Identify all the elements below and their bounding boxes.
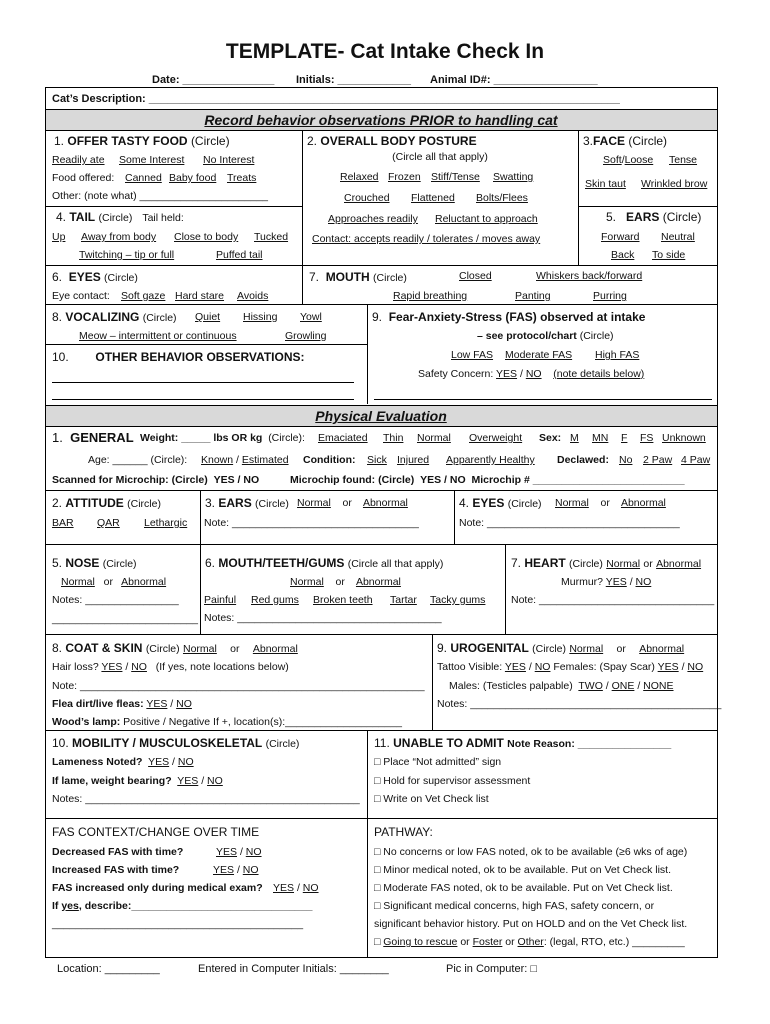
weight-option[interactable]: Thin <box>383 432 404 444</box>
posture-option[interactable]: Reluctant to approach <box>435 213 538 225</box>
divider <box>45 730 717 731</box>
pathway-checkbox[interactable]: □ Significant medical concerns, high FAS, safety concern, or <box>374 900 655 912</box>
coat-title: 8. COAT & SKIN (Circle) Normal or Abnormal <box>52 641 298 655</box>
tail-option[interactable]: Tucked <box>254 231 289 243</box>
divider <box>45 634 717 635</box>
mouth-option[interactable]: Broken teeth <box>313 594 373 606</box>
uro-title: 9. UROGENITAL (Circle) Normal or Abnormal <box>437 641 685 655</box>
face-option[interactable]: Wrinkled brow <box>641 178 708 190</box>
woods-lamp-field[interactable]: Wood’s lamp: Positive / Negative If +, location(s):____________________ <box>52 716 402 728</box>
posture-option[interactable]: Frozen <box>388 171 421 183</box>
general-title: 1. GENERAL <box>52 430 134 445</box>
fas-protocol: – see protocol/chart (Circle) <box>477 330 614 342</box>
posture-option[interactable]: Stiff/Tense <box>431 171 480 183</box>
ears-behavior-title: 5. EARS (Circle) <box>606 210 702 224</box>
offer-food-title: 1. OFFER TASTY FOOD (Circle) <box>54 134 230 148</box>
unable-checkbox[interactable]: □ Write on Vet Check list <box>374 793 489 805</box>
attitude-option[interactable]: BAR <box>52 517 74 529</box>
posture-circle: (Circle all that apply) <box>392 151 488 163</box>
mouth-exam-title: 6. MOUTH/TEETH/GUMS (Circle all that apply) <box>205 556 444 570</box>
fas-level-option[interactable]: Moderate FAS <box>505 349 573 361</box>
posture-option[interactable]: Relaxed <box>340 171 379 183</box>
page-title: TEMPLATE- Cat Intake Check In <box>225 40 545 63</box>
fas-level-option[interactable]: High FAS <box>595 349 640 361</box>
hair-loss-option[interactable]: Hair loss? YES / NO (If yes, note locations below) <box>52 661 289 673</box>
pathway-checkbox[interactable]: □ No concerns or low FAS noted, ok to be available (≥6 wks of age) <box>374 846 688 858</box>
pathway-checkbox[interactable]: □ Going to rescue or Foster or Other: (legal, RTO, etc.) _________ <box>374 936 685 948</box>
lameness-option[interactable]: Lameness Noted? YES / NO <box>52 756 194 768</box>
divider <box>45 304 717 305</box>
heart-title: 7. HEART (Circle) Normal or Abnormal <box>511 556 702 570</box>
right-border <box>717 87 718 958</box>
sex-option[interactable]: Unknown <box>662 432 706 444</box>
posture-option[interactable]: Flattened <box>411 192 455 204</box>
males-option[interactable]: Males: (Testicles palpable) TWO / ONE / NONE <box>449 680 674 692</box>
divider <box>45 818 717 819</box>
physical-heading: Physical Evaluation <box>45 405 717 427</box>
fas-context-title: FAS CONTEXT/CHANGE OVER TIME <box>52 825 260 839</box>
other-behavior-line[interactable] <box>52 382 354 383</box>
tail-option[interactable]: Twitching – tip or full <box>79 249 175 261</box>
tail-option[interactable]: Up <box>52 231 66 243</box>
posture-option[interactable]: Approaches readily <box>328 213 418 225</box>
face-option[interactable]: Skin taut <box>585 178 626 190</box>
fas-context-q1: Decreased FAS with time? <box>52 846 184 858</box>
divider <box>200 490 201 634</box>
pathway-checkbox[interactable]: □ Minor medical noted, ok to be available. Put on Vet Check list. <box>374 864 671 876</box>
weight-option[interactable]: Emaciated <box>318 432 368 444</box>
eyes-exam-option[interactable]: Normal or Abnormal <box>555 497 666 509</box>
vocal-option[interactable]: Growling <box>285 330 327 342</box>
tail-option[interactable]: Close to body <box>174 231 239 243</box>
declawed-option[interactable]: 4 Paw <box>681 454 711 466</box>
murmur-option[interactable]: Murmur? YES / NO <box>561 576 652 588</box>
ears-option[interactable]: Forward <box>601 231 640 243</box>
weight-bearing-option[interactable]: If lame, weight bearing? YES / NO <box>52 775 223 787</box>
divider <box>45 490 717 491</box>
attitude-title: 2. ATTITUDE (Circle) <box>52 496 161 510</box>
divider <box>505 544 506 634</box>
condition-option[interactable]: Injured <box>397 454 430 466</box>
ears-exam-title: 3. EARS (Circle) <box>205 496 289 510</box>
nose-notes-line[interactable]: _________________________ <box>52 613 198 625</box>
food-other-field[interactable]: Other: (note what) ______________________ <box>52 190 269 202</box>
date-field[interactable]: Date: _______________ <box>152 74 275 86</box>
weight-option[interactable]: Overweight <box>469 432 523 444</box>
posture-contact-option[interactable]: Contact: accepts readily / tolerates / moves away <box>312 233 541 245</box>
mouth-option[interactable]: Rapid breathing <box>393 290 468 302</box>
header-rule <box>45 87 717 88</box>
sex-option[interactable]: M <box>570 432 579 444</box>
food-option[interactable]: Readily ate <box>52 154 105 166</box>
divider <box>578 206 717 207</box>
mouth-option[interactable]: Panting <box>515 290 551 302</box>
posture-option[interactable]: Swatting <box>493 171 534 183</box>
initials-field[interactable]: Initials: ____________ <box>296 74 411 86</box>
cat-description-field[interactable]: Cat’s Description: _____________________________________________________________________________ <box>52 93 620 105</box>
microchip-found[interactable]: Microchip found: (Circle) YES / NO Microchip # __________________________ <box>290 474 685 486</box>
mouth-option[interactable]: Closed <box>459 270 492 282</box>
pic-checkbox[interactable]: Pic in Computer: □ <box>446 963 538 975</box>
fas-describe-line[interactable]: ___________________________________________ <box>52 918 304 930</box>
condition-label: Condition: <box>303 454 356 466</box>
eyes-exam-title: 4. EYES (Circle) <box>459 496 542 510</box>
pathway-text: significant behavior history. Put on HOLD and on the Vet Check list. <box>374 918 688 930</box>
pathway-checkbox[interactable]: □ Moderate FAS noted, ok to be available. Put on Vet Check list. <box>374 882 673 894</box>
pathway-title: PATHWAY: <box>374 825 433 839</box>
mouth-option[interactable]: Red gums <box>251 594 299 606</box>
uro-notes-field[interactable]: Notes: ___________________________________________ <box>437 698 722 710</box>
ears-option[interactable]: Back <box>611 249 635 261</box>
mouth-option[interactable]: Painful <box>204 594 237 606</box>
fas-context-a1[interactable]: YES / NO <box>216 846 262 858</box>
flea-option[interactable]: Flea dirt/live fleas: YES / NO <box>52 698 192 710</box>
vocal-title: 8. VOCALIZING (Circle) <box>52 310 177 324</box>
mouth-option[interactable]: Whiskers back/forward <box>536 270 643 282</box>
food-type-option[interactable]: Baby food <box>169 172 217 184</box>
condition-option[interactable]: Sick <box>367 454 387 466</box>
attitude-option[interactable]: Lethargic <box>144 517 188 529</box>
fas-context-q2: Increased FAS with time? <box>52 864 180 876</box>
divider <box>454 490 455 544</box>
eyes-behavior-title: 6. EYES (Circle) <box>52 270 138 284</box>
posture-option[interactable]: Crouched <box>344 192 390 204</box>
sex-label: Sex: <box>539 432 562 444</box>
unable-checkbox[interactable]: □ Place “Not admitted” sign <box>374 756 502 768</box>
weight-field[interactable]: Weight: _____ lbs OR kg (Circle): <box>140 432 305 444</box>
eye-option[interactable]: Soft gaze <box>121 290 166 302</box>
food-option[interactable]: No Interest <box>203 154 255 166</box>
divider <box>45 544 717 545</box>
declawed-option[interactable]: No <box>619 454 633 466</box>
ears-option[interactable]: To side <box>652 249 686 261</box>
food-type-option[interactable]: Canned <box>125 172 162 184</box>
entered-initials-field[interactable]: Entered in Computer Initials: ________ <box>198 963 389 975</box>
fas-describe-field[interactable]: If yes, describe:_______________________________ <box>52 900 313 912</box>
divider <box>578 130 579 265</box>
bottom-border <box>45 957 718 958</box>
heart-note-field[interactable]: Note: ______________________________ <box>511 594 715 606</box>
sex-option[interactable]: F <box>621 432 628 444</box>
divider <box>45 206 302 207</box>
microchip-scanned[interactable]: Scanned for Microchip: (Circle) YES / NO <box>52 474 260 486</box>
divider <box>367 304 368 404</box>
nose-notes-field[interactable]: Notes: ________________ <box>52 594 179 606</box>
declawed-label: Declawed: <box>557 454 609 466</box>
vocal-option[interactable]: Meow – intermittent or continuous <box>79 330 237 342</box>
tail-option[interactable]: Away from body <box>81 231 157 243</box>
other-behavior-line[interactable] <box>52 399 354 400</box>
ears-exam-option[interactable]: Normal or Abnormal <box>297 497 408 509</box>
divider <box>45 265 717 266</box>
unable-checkbox[interactable]: □ Hold for supervisor assessment <box>374 775 531 787</box>
sex-option[interactable]: MN <box>592 432 609 444</box>
declawed-option[interactable]: 2 Paw <box>643 454 673 466</box>
fas-title: 9. Fear-Anxiety-Stress (FAS) observed at intake <box>372 310 646 324</box>
food-offered-label: Food offered: <box>52 172 115 184</box>
ears-note-field[interactable]: Note: ________________________________ <box>204 517 419 529</box>
eye-option[interactable]: Hard stare <box>175 290 225 302</box>
food-type-option[interactable]: Treats <box>227 172 257 184</box>
vocal-option[interactable]: Yowl <box>300 311 322 323</box>
fas-note-line[interactable] <box>374 399 712 400</box>
vocal-option[interactable]: Quiet <box>195 311 221 323</box>
mouth-behavior-title: 7. MOUTH (Circle) <box>309 270 407 284</box>
tattoo-option[interactable]: Tattoo Visible: YES / NO Females: (Spay Scar) YES / NO <box>437 661 704 673</box>
eye-option[interactable]: Avoids <box>237 290 269 302</box>
posture-title: 2. OVERALL BODY POSTURE <box>307 134 477 148</box>
tail-option[interactable]: Puffed tail <box>216 249 263 261</box>
sex-option[interactable]: FS <box>640 432 654 444</box>
mobility-notes-field[interactable]: Notes: _______________________________________________ <box>52 793 360 805</box>
fas-context-a2[interactable]: YES / NO <box>213 864 259 876</box>
face-title: 3.FACE (Circle) <box>583 134 668 148</box>
weight-option[interactable]: Normal <box>417 432 451 444</box>
eyes-note-field[interactable]: Note: _________________________________ <box>459 517 680 529</box>
attitude-option[interactable]: QAR <box>97 517 120 529</box>
divider <box>45 344 367 345</box>
mouth-exam-option[interactable]: Normal or Abnormal <box>290 576 401 588</box>
mouth-option[interactable]: Purring <box>593 290 627 302</box>
behavior-heading: Record behavior observations PRIOR to handling cat <box>45 109 717 131</box>
ears-option[interactable]: Neutral <box>661 231 695 243</box>
location-field[interactable]: Location: _________ <box>57 963 160 975</box>
fas-level-option[interactable]: Low FAS <box>451 349 494 361</box>
fas-context-a3[interactable]: YES / NO <box>273 882 319 894</box>
vocal-option[interactable]: Hissing <box>243 311 278 323</box>
left-border <box>45 87 46 958</box>
eye-contact-label: Eye contact: <box>52 290 110 302</box>
mouth-notes-field[interactable]: Notes: ___________________________________ <box>204 612 442 624</box>
nose-option[interactable]: Normal or Abnormal <box>61 576 167 588</box>
posture-option[interactable]: Bolts/Flees <box>476 192 528 204</box>
animal-id-field[interactable]: Animal ID#: _________________ <box>430 74 598 86</box>
divider <box>367 730 368 957</box>
face-option[interactable]: Soft/Loose <box>603 154 654 166</box>
unable-title: 11. UNABLE TO ADMIT Note Reason: ________________ <box>374 736 672 750</box>
tail-title: 4. TAIL (Circle) Tail held: <box>56 210 184 224</box>
condition-option[interactable]: Apparently Healthy <box>446 454 535 466</box>
other-behavior-title: 10. OTHER BEHAVIOR OBSERVATIONS: <box>52 350 305 364</box>
face-option[interactable]: Tense <box>669 154 698 166</box>
age-field[interactable]: Age: ______ (Circle): <box>88 454 188 466</box>
safety-concern[interactable]: Safety Concern: YES / NO (note details below) <box>418 368 645 380</box>
divider <box>432 634 433 730</box>
food-option[interactable]: Some Interest <box>119 154 185 166</box>
mobility-title: 10. MOBILITY / MUSCULOSKELETAL (Circle) <box>52 736 300 750</box>
coat-note-field[interactable]: Note: ___________________________________________________________ <box>52 680 425 692</box>
nose-title: 5. NOSE (Circle) <box>52 556 137 570</box>
age-option[interactable]: Known / Estimated <box>201 454 289 466</box>
fas-context-q3: FAS increased only during medical exam? <box>52 882 263 894</box>
mouth-option[interactable]: Tacky gums <box>430 594 486 606</box>
mouth-option[interactable]: Tartar <box>390 594 417 606</box>
